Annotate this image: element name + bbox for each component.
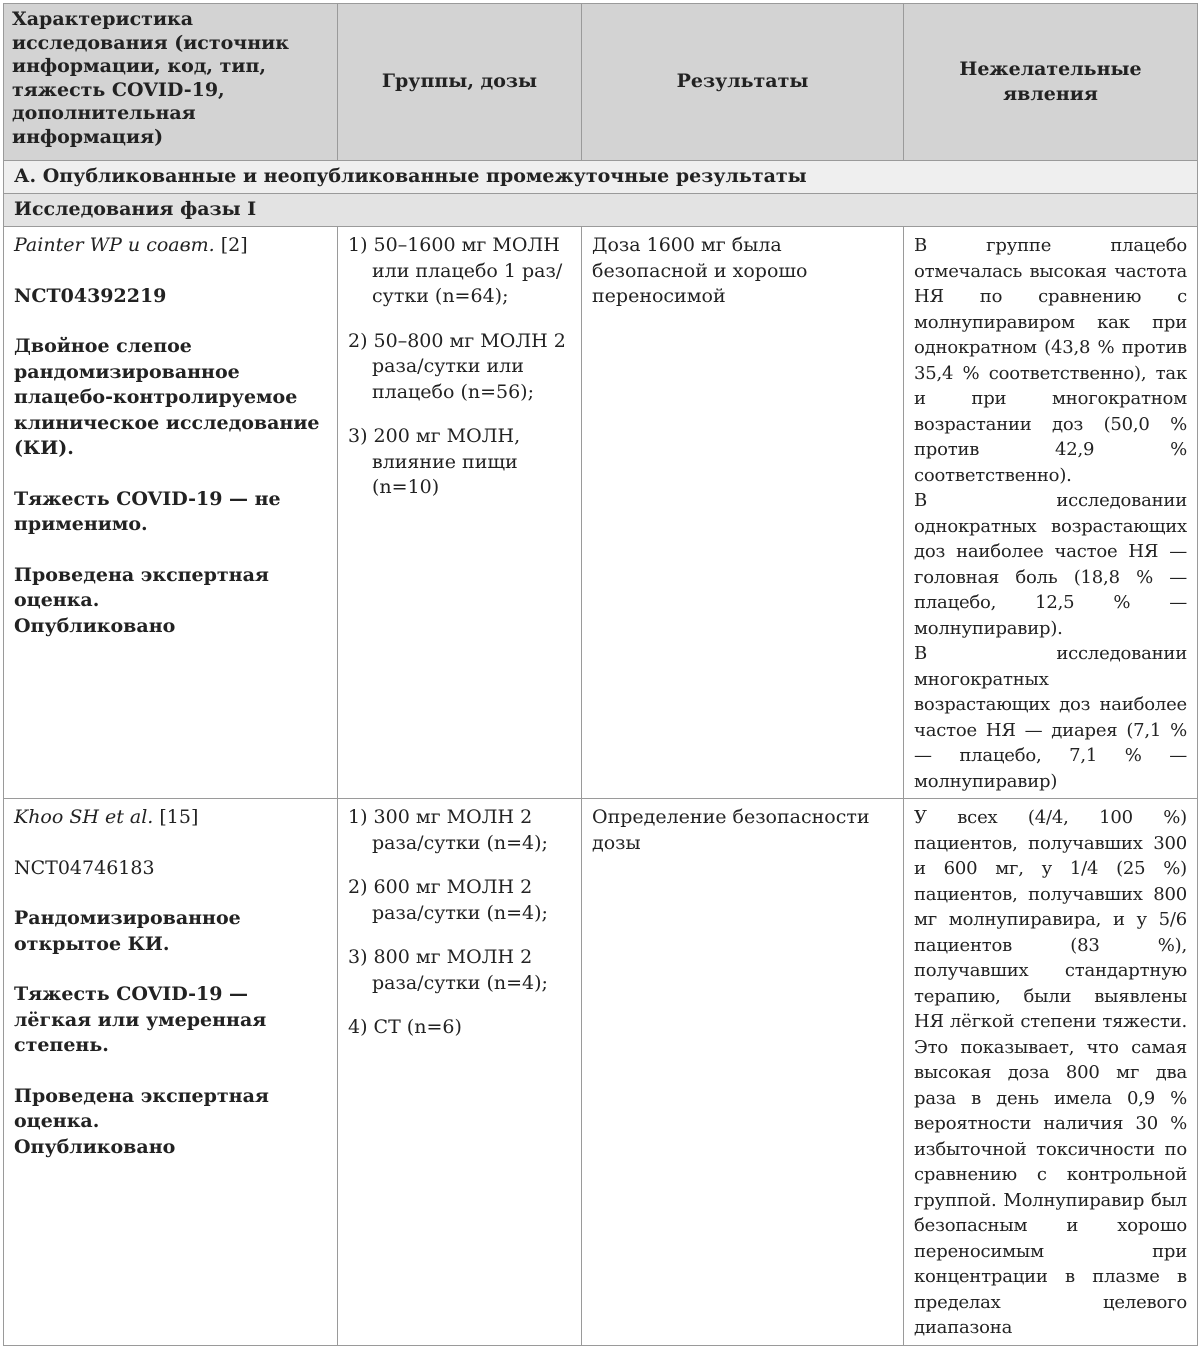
study-author: Khoo SH et al. xyxy=(14,806,154,828)
list-item: 1) 50–1600 мг МОЛН или плацебо 1 раз/сутки (n=64); xyxy=(348,234,563,307)
study-review: Проведена экспертная оценка. xyxy=(14,1084,269,1132)
table-header-row xyxy=(4,4,1198,161)
list-item: 3) 800 мг МОЛН 2 раза/сутки (n=4); xyxy=(348,946,548,994)
list-item: 2) 600 мг МОЛН 2 раза/сутки (n=4); xyxy=(348,876,548,924)
adverse-events-cell xyxy=(904,799,1198,1346)
groups-list xyxy=(348,805,571,1041)
section-row xyxy=(4,161,1198,194)
subsection-row xyxy=(4,194,1198,227)
section-title: А. Опубликованные и неопубликованные промежуточные результаты xyxy=(4,161,1198,194)
study-citation xyxy=(14,805,327,831)
study-design: Рандомизированное открытое КИ. xyxy=(14,907,241,955)
groups-cell xyxy=(338,799,582,1346)
study-severity: Тяжесть COVID-19 — лёгкая или умеренная степень. xyxy=(14,983,267,1056)
study-ref: [15] xyxy=(153,806,199,828)
header-adverse-events: Нежелательные явления xyxy=(904,4,1198,161)
study-citation xyxy=(14,233,327,259)
study-published: Опубликовано xyxy=(14,614,176,637)
header-groups-doses: Группы, дозы xyxy=(338,4,582,161)
study-published: Опубликовано xyxy=(14,1135,176,1158)
groups-cell xyxy=(338,227,582,799)
study-code: NCT04392219 xyxy=(14,284,167,307)
list-item: 4) СТ (n=6) xyxy=(348,1016,462,1038)
table-row xyxy=(4,227,1198,799)
list-item: 3) 200 мг МОЛН, влияние пищи (n=10) xyxy=(348,425,521,498)
study-characteristics-cell xyxy=(4,799,338,1346)
study-severity: Тяжесть COVID-19 — не применимо. xyxy=(14,487,281,535)
study-code: NCT04746183 xyxy=(14,856,155,879)
adverse-paragraph: В исследовании однократных возрастающих доз наиболее частое НЯ — головная боль (18,8 % — плацебо, 12,5 % — молнупиравир). xyxy=(914,490,1187,639)
header-results: Результаты xyxy=(582,4,904,161)
subsection-title: Исследования фазы I xyxy=(4,194,1198,227)
study-author: Painter WP и соавт. xyxy=(14,234,215,256)
groups-list xyxy=(348,233,571,501)
adverse-paragraph: У всех (4/4, 100 %) пациентов, получавших 300 и 600 мг, у 1/4 (25 %) пациентов, получавших 800 мг молнупиравира, и у 5/6 пациентов (83 %), получавших стандартную терапию, были выявлены НЯ лёгкой степени тяжести. Это показывает, что самая высокая доза 800 мг два раза в день имела 0,9 % вероятности наличия 30 % избыточной токсичности по сравнению с контрольной группой. Молнупиравир был безопасным и хорошо переносимым при концентрации в плазме в пределах целевого диапазона xyxy=(914,807,1187,1338)
studies-table xyxy=(3,3,1198,1346)
results-cell: Определение безопасности дозы xyxy=(582,799,904,1346)
adverse-events-cell xyxy=(904,227,1198,799)
header-study-characteristics: Характеристика исследования (источник информации, код, тип, тяжесть COVID-19, дополнительная информация) xyxy=(4,4,338,161)
adverse-paragraph: В группе плацебо отмечалась высокая частота НЯ по сравнению с молнупиравиром как при однократном (43,8 % против 35,4 % соответственно), так и при многократном возрастании доз (50,0 % против 42,9 % соответственно). xyxy=(914,235,1187,486)
study-characteristics-cell xyxy=(4,227,338,799)
study-ref: [2] xyxy=(214,234,248,256)
study-design: Двойное слепое рандомизированное плацебо-контролируемое клиническое исследование (КИ). xyxy=(14,335,320,459)
study-review: Проведена экспертная оценка. xyxy=(14,563,269,611)
adverse-paragraph: В исследовании многократных возрастающих доз наиболее частое НЯ — диарея (7,1 % — плацебо, 7,1 % — молнупиравир) xyxy=(914,643,1187,792)
list-item: 1) 300 мг МОЛН 2 раза/сутки (n=4); xyxy=(348,806,548,854)
results-cell: Доза 1600 мг была безопасной и хорошо переносимой xyxy=(582,227,904,799)
list-item: 2) 50–800 мг МОЛН 2 раза/сутки или плацебо (n=56); xyxy=(348,329,566,403)
table-row xyxy=(4,799,1198,1346)
